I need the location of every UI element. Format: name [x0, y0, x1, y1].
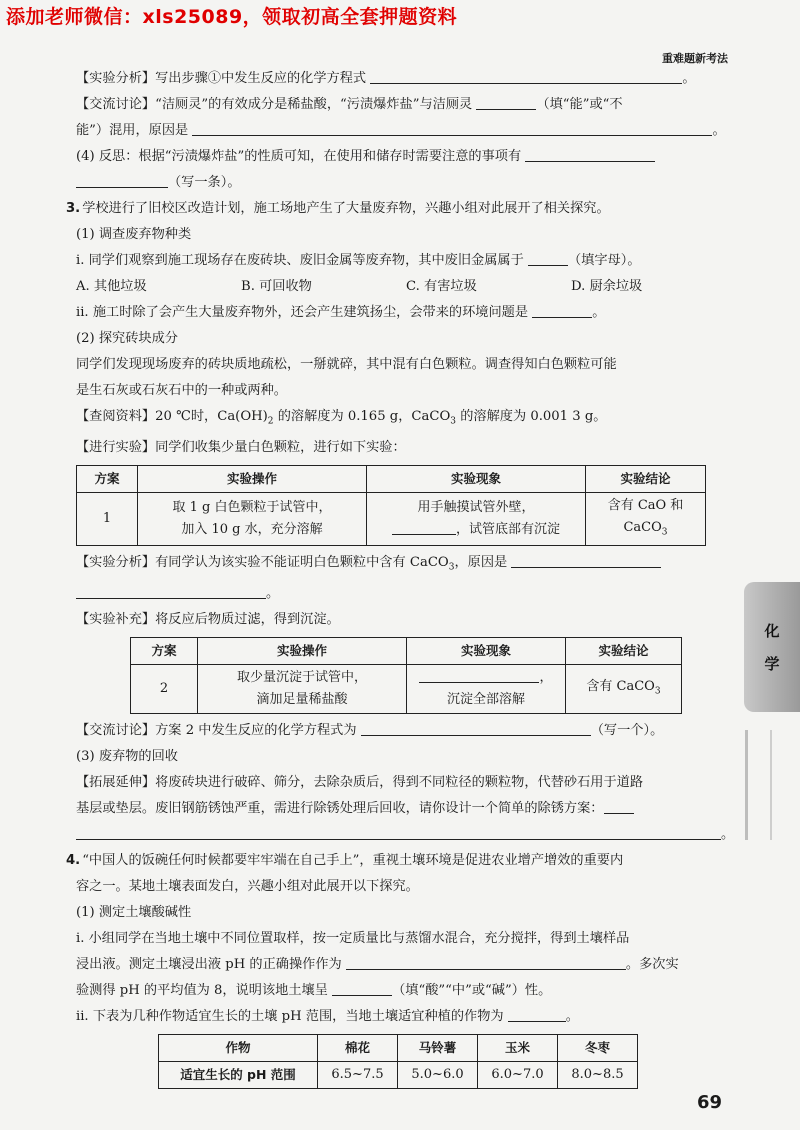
- q3-part2-title: (2) 探究砖块成分: [76, 331, 178, 346]
- answer-blank[interactable]: [532, 302, 592, 318]
- operation-cell: 取少量沉淀于试管中， 滴加足量稀盐酸: [198, 664, 407, 713]
- crop-ph-table: [158, 1034, 638, 1089]
- answer-blank[interactable]: [528, 250, 568, 266]
- table-row: [77, 492, 706, 546]
- answer-blank[interactable]: [604, 798, 634, 814]
- q3-discussion: 【交流讨论】方案 2 中发生反应的化学方程式为 （写一个）。: [76, 718, 736, 744]
- crop-name: 马铃薯: [398, 1034, 478, 1061]
- page-header: 重难题新考法: [662, 52, 728, 65]
- answer-blank[interactable]: [392, 519, 456, 535]
- table-row: [131, 664, 682, 713]
- q3-part1-ii: ii. 施工时除了会产生大量废弃物外，还会产生建筑扬尘，会带来的环境问题是 。: [76, 300, 736, 326]
- answer-blank[interactable]: [361, 720, 591, 736]
- table-header: 实验操作: [138, 465, 367, 492]
- q2-analysis: 【实验分析】写出步骤①中发生反应的化学方程式 。: [76, 66, 736, 92]
- table-header: 实验结论: [566, 637, 682, 664]
- q3-part1-i: i. 同学们观察到施工现场存在废砖块、废旧金属等废弃物，其中废旧金属属于 （填字母）。: [76, 248, 736, 274]
- answer-blank[interactable]: [76, 583, 266, 599]
- q3-part2-text-1: 同学们发现现场废弃的砖块质地疏松，一掰就碎，其中混有白色颗粒。调查得知白色颗粒可能: [76, 357, 617, 372]
- q4-part1-title: (1) 测定土壤酸碱性: [76, 904, 192, 920]
- row-label: 适宜生长的 pH 范围: [159, 1061, 318, 1088]
- q3-options: [76, 274, 736, 300]
- crop-name: 玉米: [478, 1034, 558, 1061]
- crop-name: 冬枣: [558, 1034, 638, 1061]
- q4-intro-2: 容之一。某地土壤表面发白，兴趣小组对此展开以下探究。: [76, 878, 419, 894]
- q3-extension-1: 【拓展延伸】将废砖块进行破碎、筛分，去除杂质后，得到不同粒径的颗粒物，代替砂石用于道路: [76, 774, 644, 790]
- q3-supplement: 【实验补充】将反应后物质过滤，得到沉淀。: [76, 611, 340, 627]
- experiment-table-2: [130, 637, 682, 714]
- table-header: 实验操作: [198, 637, 407, 664]
- q3-extension-3: 。: [76, 822, 736, 848]
- q3-experiment: 【进行实验】同学们收集少量白色颗粒，进行如下实验：: [76, 439, 406, 455]
- option-a[interactable]: A. 其他垃圾: [76, 279, 147, 294]
- ph-range: 8.0~8.5: [558, 1061, 638, 1088]
- answer-blank[interactable]: [76, 172, 168, 188]
- q2-reflect: (4) 反思：根据“污渍爆炸盐”的性质可知，在使用和储存时需要注意的事项有: [76, 144, 736, 170]
- q4-part1-i-1: i. 小组同学在当地土壤中不同位置取样，按一定质量比与蒸馏水混合，充分搅拌，得到土壤样品: [76, 930, 630, 946]
- table-header: 实验结论: [586, 465, 706, 492]
- q4-part1-i-2: 浸出液。测定土壤浸出液 pH 的正确操作作为 。多次实: [76, 952, 736, 978]
- page-number: 69: [696, 1092, 722, 1113]
- q2-discussion-cont: 能”）混用，原因是 。: [76, 118, 736, 144]
- page-content: [66, 66, 736, 1093]
- q3-part1-title: (1) 调查废弃物种类: [76, 227, 192, 242]
- answer-blank[interactable]: [332, 980, 392, 996]
- crop-name: 棉花: [318, 1034, 398, 1061]
- answer-blank[interactable]: [370, 68, 682, 84]
- decorative-ornament: [745, 730, 772, 840]
- q4-part1-ii: ii. 下表为几种作物适宜生长的土壤 pH 范围，当地土壤适宜种植的作物为 。: [76, 1004, 736, 1030]
- phenomenon-cell: ， 沉淀全部溶解: [407, 664, 566, 713]
- q3-extension-2: 基层或垫层。废旧钢筋锈蚀严重，需进行除锈处理后回收，请你设计一个简单的除锈方案：: [76, 796, 736, 822]
- ph-range: 6.0~7.0: [478, 1061, 558, 1088]
- table-row: [159, 1061, 638, 1088]
- q3-part2-text-2: 是生石灰或石灰石中的一种或两种。: [76, 383, 287, 398]
- table-header: 实验现象: [367, 465, 586, 492]
- answer-blank[interactable]: [508, 1006, 566, 1022]
- option-d[interactable]: D. 厨余垃圾: [571, 279, 643, 294]
- phenomenon-cell: 用手触摸试管外壁， ，试管底部有沉淀: [367, 492, 586, 546]
- table-header: 方案: [77, 465, 138, 492]
- answer-blank[interactable]: [476, 94, 536, 110]
- table-header: 作物: [159, 1034, 318, 1061]
- promo-banner: 添加老师微信：xls25089，领取初高全套押题资料: [6, 6, 458, 28]
- q3-analysis-cont: 。: [76, 581, 736, 607]
- plan-cell: 1: [77, 492, 138, 546]
- q3-lookup: 【查阅资料】20 ℃时，$Ca(OH)_2$ 的溶解度为 0.165 g，CaCO$_3$ 的溶解度为 0.001 3 g。: [76, 409, 607, 427]
- option-b[interactable]: B. 可回收物: [241, 279, 312, 294]
- answer-blank[interactable]: [76, 824, 721, 840]
- q4-intro-1: 4. “中国人的饭碗任何时候都要牢牢端在自己手上”，重视土壤环境是促进农业增产增效的重要内: [66, 852, 624, 868]
- ph-range: 5.0~6.0: [398, 1061, 478, 1088]
- q3-part3-title: (3) 废弃物的回收: [76, 748, 178, 764]
- answer-blank[interactable]: [511, 552, 661, 568]
- operation-cell: 取 1 g 白色颗粒于试管中， 加入 10 g 水，充分溶解: [138, 492, 367, 546]
- q3-intro: 3. 学校进行了旧校区改造计划，施工场地产生了大量废弃物，兴趣小组对此展开了相关探究。: [66, 201, 610, 216]
- subject-tab: 化 学: [744, 582, 800, 712]
- conclusion-cell: 含有 CaO 和 CaCO$_3$: [586, 492, 706, 546]
- conclusion-cell: 含有 CaCO$_3$: [566, 664, 682, 713]
- plan-cell: 2: [131, 664, 198, 713]
- answer-blank[interactable]: [419, 667, 539, 683]
- table-header: 方案: [131, 637, 198, 664]
- q2-discussion: 【交流讨论】“洁厕灵”的有效成分是稀盐酸，“污渍爆炸盐”与洁厕灵 （填“能”或“不: [76, 92, 736, 118]
- answer-blank[interactable]: [192, 120, 712, 136]
- ph-range: 6.5~7.5: [318, 1061, 398, 1088]
- q3-analysis: 【实验分析】有同学认为该实验不能证明白色颗粒中含有 CaCO$_3$，原因是: [76, 550, 736, 581]
- option-c[interactable]: C. 有害垃圾: [406, 279, 477, 294]
- answer-blank[interactable]: [525, 146, 655, 162]
- q2-reflect-cont: （写一条）。: [76, 170, 736, 196]
- answer-blank[interactable]: [346, 954, 626, 970]
- q4-part1-i-3: 验测得 pH 的平均值为 8，说明该地土壤呈 （填“酸”“中”或“碱”）性。: [76, 978, 736, 1004]
- experiment-table-1: [76, 465, 706, 547]
- table-header: 实验现象: [407, 637, 566, 664]
